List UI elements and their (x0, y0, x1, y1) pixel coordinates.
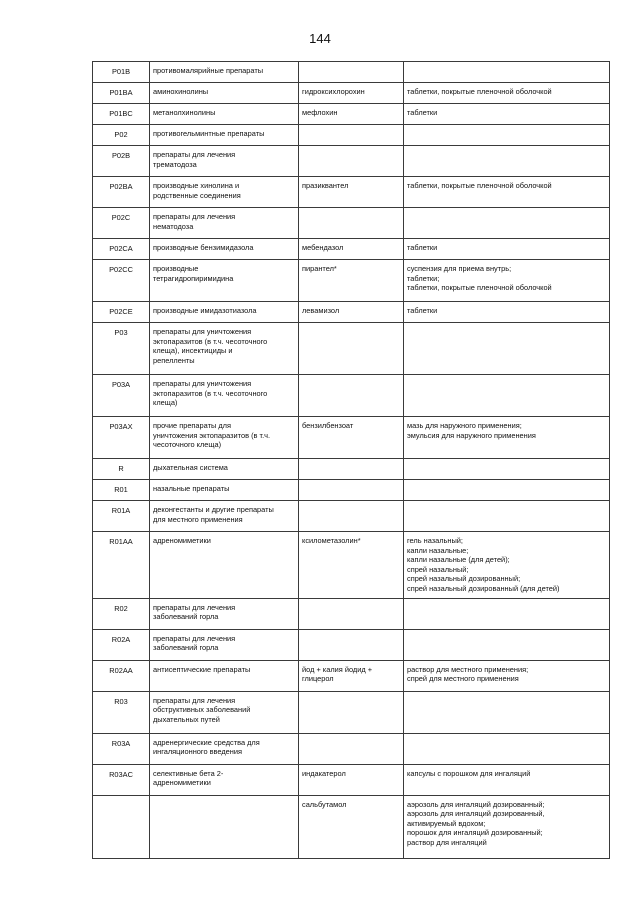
atc-code-cell (93, 795, 150, 858)
table-row (93, 146, 610, 177)
dosage-form-cell (404, 691, 610, 733)
table-row (93, 660, 610, 691)
pharm-group-cell: препараты для уничтожения эктопаразитов (в т.ч. чесоточного клеща), инсектициды и репелленты (150, 323, 299, 375)
dosage-form-cell: таблетки (404, 302, 610, 323)
dosage-form-cell: суспензия для приема внутрь; таблетки; таблетки, покрытые пленочной оболочкой (404, 260, 610, 302)
drug-name-cell (299, 208, 404, 239)
atc-code-cell: P02CE (93, 302, 150, 323)
table-row (93, 323, 610, 375)
pharm-group-cell: препараты для лечения трематодоза (150, 146, 299, 177)
pharm-group-cell: препараты для лечения нематодоза (150, 208, 299, 239)
atc-code-cell: R (93, 459, 150, 480)
pharm-group-cell: метанолхинолины (150, 104, 299, 125)
table-row (93, 480, 610, 501)
dosage-form-cell: гель назальный; капли назальные; капли назальные (для детей); спрей назальный; спрей назальный дозированный; спрей назальный дозированный (для детей) (404, 532, 610, 599)
atc-code-cell: R03A (93, 733, 150, 764)
table-row (93, 125, 610, 146)
atc-code-cell: R01AA (93, 532, 150, 599)
pharm-group-cell (150, 795, 299, 858)
dosage-form-cell: мазь для наружного применения; эмульсия для наружного применения (404, 417, 610, 459)
dosage-form-cell: таблетки (404, 239, 610, 260)
dosage-form-cell (404, 501, 610, 532)
drug-name-cell: гидроксихлорохин (299, 83, 404, 104)
dosage-form-cell (404, 146, 610, 177)
pharm-group-cell: препараты для лечения обструктивных заболеваний дыхательных путей (150, 691, 299, 733)
dosage-form-cell (404, 125, 610, 146)
pharm-group-cell: аминохинолины (150, 83, 299, 104)
pharm-group-cell: препараты для лечения заболеваний горла (150, 598, 299, 629)
drug-name-cell: сальбутамол (299, 795, 404, 858)
drug-name-cell: ксилометазолин* (299, 532, 404, 599)
dosage-form-cell: раствор для местного применения; спрей для местного применения (404, 660, 610, 691)
dosage-form-cell: таблетки (404, 104, 610, 125)
dosage-form-cell (404, 629, 610, 660)
table-row (93, 83, 610, 104)
dosage-form-cell (404, 208, 610, 239)
drug-name-cell: левамизол (299, 302, 404, 323)
table-row (93, 501, 610, 532)
atc-code-cell: P03A (93, 375, 150, 417)
pharm-group-cell: производные хинолина и родственные соединения (150, 177, 299, 208)
table-row (93, 764, 610, 795)
drug-name-cell (299, 480, 404, 501)
table-row (93, 104, 610, 125)
atc-code-cell: R01 (93, 480, 150, 501)
drug-name-cell (299, 375, 404, 417)
drug-name-cell (299, 629, 404, 660)
atc-code-cell: P01BA (93, 83, 150, 104)
drug-table (92, 61, 610, 859)
dosage-form-cell: таблетки, покрытые пленочной оболочкой (404, 83, 610, 104)
atc-code-cell: R02AA (93, 660, 150, 691)
drug-name-cell (299, 459, 404, 480)
pharm-group-cell: противогельминтные препараты (150, 125, 299, 146)
drug-name-cell (299, 62, 404, 83)
pharm-group-cell: дыхательная система (150, 459, 299, 480)
atc-code-cell: R03 (93, 691, 150, 733)
drug-name-cell: пирантел* (299, 260, 404, 302)
dosage-form-cell (404, 598, 610, 629)
drug-name-cell: бензилбензоат (299, 417, 404, 459)
drug-name-cell (299, 146, 404, 177)
atc-code-cell: R02 (93, 598, 150, 629)
pharm-group-cell: назальные препараты (150, 480, 299, 501)
atc-code-cell: R02A (93, 629, 150, 660)
drug-name-cell (299, 598, 404, 629)
pharm-group-cell: прочие препараты для уничтожения эктопаразитов (в т.ч. чесоточного клеща) (150, 417, 299, 459)
atc-code-cell: P03 (93, 323, 150, 375)
pharm-group-cell: антисептические препараты (150, 660, 299, 691)
pharm-group-cell: препараты для лечения заболеваний горла (150, 629, 299, 660)
atc-code-cell: P02CC (93, 260, 150, 302)
dosage-form-cell (404, 480, 610, 501)
drug-name-cell: празиквантел (299, 177, 404, 208)
drug-name-cell: мебендазол (299, 239, 404, 260)
table-row (93, 260, 610, 302)
table-row (93, 733, 610, 764)
table-row (93, 629, 610, 660)
table-body (93, 62, 610, 859)
table-row (93, 62, 610, 83)
drug-name-cell: йод + калия йодид + глицерол (299, 660, 404, 691)
pharm-group-cell: деконгестанты и другие препараты для местного применения (150, 501, 299, 532)
pharm-group-cell: препараты для уничтожения эктопаразитов (в т.ч. чесоточного клеща) (150, 375, 299, 417)
drug-name-cell (299, 125, 404, 146)
dosage-form-cell (404, 375, 610, 417)
drug-name-cell (299, 501, 404, 532)
drug-name-cell (299, 691, 404, 733)
atc-code-cell: R03AC (93, 764, 150, 795)
dosage-form-cell: капсулы с порошком для ингаляций (404, 764, 610, 795)
drug-name-cell: мефлохин (299, 104, 404, 125)
pharm-group-cell: селективные бета 2- адреномиметики (150, 764, 299, 795)
dosage-form-cell: таблетки, покрытые пленочной оболочкой (404, 177, 610, 208)
dosage-form-cell: аэрозоль для ингаляций дозированный; аэрозоль для ингаляций дозированный, активируемый вдохом; порошок для ингаляций дозированный; раствор для ингаляций (404, 795, 610, 858)
table-row (93, 691, 610, 733)
table-row (93, 177, 610, 208)
drug-name-cell: индакатерол (299, 764, 404, 795)
pharm-group-cell: противомалярийные препараты (150, 62, 299, 83)
atc-code-cell: P01B (93, 62, 150, 83)
table-row (93, 598, 610, 629)
page-number: 144 (309, 31, 331, 46)
atc-code-cell: P02CA (93, 239, 150, 260)
table-row (93, 532, 610, 599)
dosage-form-cell (404, 459, 610, 480)
pharm-group-cell: производные имидазотиазола (150, 302, 299, 323)
dosage-form-cell (404, 733, 610, 764)
table-row (93, 375, 610, 417)
dosage-form-cell (404, 323, 610, 375)
atc-code-cell: P02C (93, 208, 150, 239)
atc-code-cell: R01A (93, 501, 150, 532)
atc-code-cell: P01BC (93, 104, 150, 125)
atc-code-cell: P03AX (93, 417, 150, 459)
table-row (93, 795, 610, 858)
table-row (93, 208, 610, 239)
table-row (93, 459, 610, 480)
table-row (93, 239, 610, 260)
atc-code-cell: P02BA (93, 177, 150, 208)
dosage-form-cell (404, 62, 610, 83)
drug-name-cell (299, 323, 404, 375)
pharm-group-cell: адренергические средства для ингаляционного введения (150, 733, 299, 764)
drug-name-cell (299, 733, 404, 764)
pharm-group-cell: адреномиметики (150, 532, 299, 599)
pharm-group-cell: производные тетрагидропиримидина (150, 260, 299, 302)
atc-code-cell: P02B (93, 146, 150, 177)
table-row (93, 302, 610, 323)
pharm-group-cell: производные бензимидазола (150, 239, 299, 260)
atc-code-cell: P02 (93, 125, 150, 146)
table-row (93, 417, 610, 459)
